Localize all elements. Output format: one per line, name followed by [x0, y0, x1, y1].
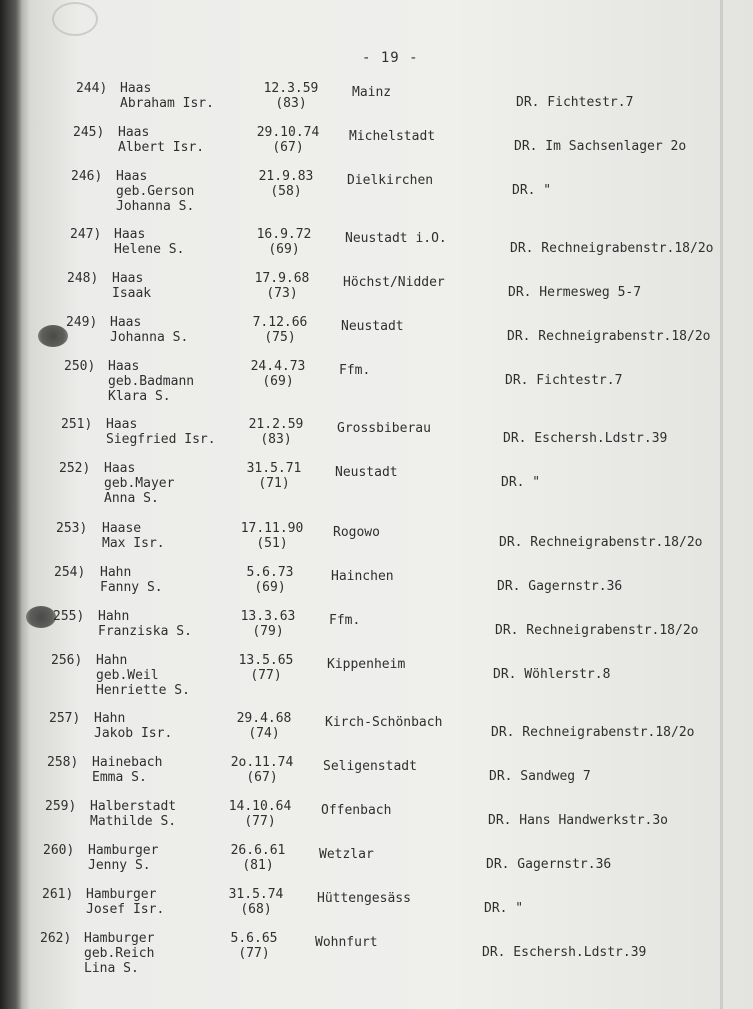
- name-line: Haas: [112, 271, 144, 286]
- entry-name: [120, 81, 214, 111]
- birthplace: Höchst/Nidder: [343, 275, 445, 290]
- age: (74): [248, 726, 280, 741]
- entry-number: 254): [54, 565, 86, 580]
- birth-date: 31.5.71: [246, 461, 302, 476]
- birth-date-and-age: [229, 461, 319, 491]
- age: (68): [240, 902, 272, 917]
- name-line: Haas: [110, 315, 142, 330]
- birthplace: Kippenheim: [327, 657, 406, 672]
- birthplace: Seligenstadt: [323, 759, 417, 774]
- birthplace: Dielkirchen: [347, 173, 434, 188]
- age: (69): [262, 374, 294, 389]
- birthplace: Hüttengesäss: [317, 891, 411, 906]
- address: DR. Hermesweg 5-7: [508, 285, 642, 300]
- name-line: geb.Weil: [96, 668, 159, 683]
- birth-date: 7.12.66: [252, 315, 308, 330]
- name-line: Hamburger: [84, 931, 155, 946]
- age: (79): [252, 624, 284, 639]
- address: DR. Rechneigrabenstr.18/2o: [491, 725, 695, 740]
- address: DR. Gagernstr.36: [486, 857, 612, 872]
- address: DR. Rechneigrabenstr.18/2o: [499, 535, 703, 550]
- entry-number: 252): [59, 461, 91, 476]
- entry-number: 247): [70, 227, 102, 242]
- address: DR. ": [484, 901, 524, 916]
- address: DR. ": [512, 183, 552, 198]
- age: (69): [268, 242, 300, 257]
- birth-date-and-age: [235, 315, 325, 345]
- entry-name: [106, 417, 216, 447]
- birthplace: Ffm.: [339, 363, 371, 378]
- name-line: Helene S.: [114, 242, 185, 257]
- entry-name: [100, 565, 163, 595]
- name-line: geb.Badmann: [108, 374, 195, 389]
- entry-name: [102, 521, 165, 551]
- address: DR. Eschersh.Ldstr.39: [482, 945, 647, 960]
- name-line: Max Isr.: [102, 536, 165, 551]
- name-line: Johanna S.: [116, 199, 195, 214]
- age: (75): [264, 330, 296, 345]
- punch-hole-mark: [26, 606, 56, 628]
- birth-date: 13.3.63: [240, 609, 296, 624]
- age: (71): [258, 476, 290, 491]
- name-line: Hainebach: [92, 755, 163, 770]
- entry-number: 260): [43, 843, 75, 858]
- name-line: Isaak: [112, 286, 152, 301]
- birth-date: 26.6.61: [230, 843, 286, 858]
- birth-date: 29.4.68: [236, 711, 292, 726]
- birth-date: 5.6.65: [230, 931, 278, 946]
- name-line: Haas: [104, 461, 136, 476]
- entry-name: [104, 461, 174, 506]
- name-line: Josef Isr.: [86, 902, 165, 917]
- birthplace: Neustadt: [335, 465, 398, 480]
- birthplace: Neustadt i.O.: [345, 231, 447, 246]
- name-line: Johanna S.: [110, 330, 189, 345]
- entry-number: 255): [53, 609, 85, 624]
- birthplace: Neustadt: [341, 319, 404, 334]
- name-line: Haas: [116, 169, 148, 184]
- birth-date-and-age: [211, 887, 301, 917]
- name-line: Hahn: [94, 711, 126, 726]
- birth-date: 17.9.68: [254, 271, 310, 286]
- birth-date-and-age: [246, 81, 336, 111]
- name-line: Klara S.: [108, 389, 171, 404]
- address: DR. Rechneigrabenstr.18/2o: [495, 623, 699, 638]
- birthplace: Offenbach: [321, 803, 392, 818]
- name-line: geb.Reich: [84, 946, 155, 961]
- address: DR. Fichtestr.7: [516, 95, 634, 110]
- address: DR. Sandweg 7: [489, 769, 591, 784]
- birth-date-and-age: [215, 799, 305, 829]
- age: (58): [270, 184, 302, 199]
- entry-number: 262): [40, 931, 72, 946]
- entry-name: [88, 843, 158, 873]
- name-line: Haase: [102, 521, 142, 536]
- entry-number: 246): [71, 169, 103, 184]
- birthplace: Michelstadt: [349, 129, 436, 144]
- name-line: Haas: [114, 227, 146, 242]
- birthplace: Mainz: [352, 85, 392, 100]
- birthplace: Kirch-Schönbach: [325, 715, 443, 730]
- entry-number: 251): [61, 417, 93, 432]
- address: DR. Wöhlerstr.8: [493, 667, 611, 682]
- address: DR. Rechneigrabenstr.18/2o: [510, 241, 714, 256]
- age: (67): [272, 140, 304, 155]
- birthplace: Ffm.: [329, 613, 361, 628]
- birth-date-and-age: [213, 843, 303, 873]
- address: DR. Im Sachsenlager 2o: [514, 139, 687, 154]
- birth-date: 14.10.64: [228, 799, 292, 814]
- name-line: Abraham Isr.: [120, 96, 214, 111]
- page-number: - 19 -: [362, 50, 419, 66]
- name-line: Henriette S.: [96, 683, 190, 698]
- birth-date: 16.9.72: [256, 227, 312, 242]
- entry-number: 259): [45, 799, 77, 814]
- name-line: Hahn: [100, 565, 132, 580]
- name-line: Haas: [118, 125, 150, 140]
- paper-fold-line: [720, 0, 723, 1009]
- name-line: Halberstadt: [90, 799, 177, 814]
- age: (83): [260, 432, 292, 447]
- birth-date: 17.11.90: [240, 521, 304, 536]
- birth-date-and-age: [231, 417, 321, 447]
- entry-name: [84, 931, 154, 976]
- entry-number: 258): [47, 755, 79, 770]
- name-line: Haas: [106, 417, 138, 432]
- entry-number: 261): [42, 887, 74, 902]
- name-line: Fanny S.: [100, 580, 163, 595]
- entry-number: 253): [56, 521, 88, 536]
- entry-name: [118, 125, 204, 155]
- entry-name: [110, 315, 188, 345]
- entry-number: 256): [51, 653, 83, 668]
- name-line: Albert Isr.: [118, 140, 205, 155]
- address: DR. ": [501, 475, 541, 490]
- name-line: Hahn: [96, 653, 128, 668]
- birthplace: Rogowo: [333, 525, 380, 540]
- birth-date: 29.10.74: [256, 125, 320, 140]
- birth-date-and-age: [237, 271, 327, 301]
- name-line: Franziska S.: [98, 624, 192, 639]
- birth-date: 13.5.65: [238, 653, 294, 668]
- entry-name: [112, 271, 151, 301]
- birth-date: 12.3.59: [263, 81, 319, 96]
- birth-date: 2o.11.74: [230, 755, 294, 770]
- name-line: Jenny S.: [88, 858, 151, 873]
- address: DR. Gagernstr.36: [497, 579, 623, 594]
- name-line: Haas: [120, 81, 152, 96]
- name-line: Anna S.: [104, 491, 159, 506]
- birth-date-and-age: [223, 609, 313, 639]
- entry-name: [116, 169, 194, 214]
- birth-date-and-age: [219, 711, 309, 741]
- name-line: Lina S.: [84, 961, 139, 976]
- age: (77): [238, 946, 270, 961]
- entry-name: [114, 227, 184, 257]
- entry-name: [108, 359, 194, 404]
- birth-date: 31.5.74: [228, 887, 284, 902]
- entry-name: [94, 711, 172, 741]
- name-line: Mathilde S.: [90, 814, 177, 829]
- entry-name: [96, 653, 190, 698]
- page-edge-shadow: [0, 0, 22, 1009]
- birth-date-and-age: [225, 565, 315, 595]
- entry-name: [92, 755, 162, 785]
- address: DR. Eschersh.Ldstr.39: [503, 431, 668, 446]
- age: (77): [244, 814, 276, 829]
- entry-number: 250): [64, 359, 96, 374]
- name-line: geb.Mayer: [104, 476, 175, 491]
- address: DR. Fichtestr.7: [505, 373, 623, 388]
- entry-number: 257): [49, 711, 81, 726]
- birthplace: Wohnfurt: [315, 935, 378, 950]
- birth-date-and-age: [241, 169, 331, 199]
- age: (81): [242, 858, 274, 873]
- entry-name: [98, 609, 192, 639]
- punch-hole-mark: [38, 325, 68, 347]
- birthplace: Grossbiberau: [337, 421, 431, 436]
- name-line: Haas: [108, 359, 140, 374]
- birth-date: 24.4.73: [250, 359, 306, 374]
- birth-date-and-age: [209, 931, 299, 961]
- entry-number: 244): [76, 81, 108, 96]
- birthplace: Hainchen: [331, 569, 394, 584]
- birth-date: 21.2.59: [248, 417, 304, 432]
- birth-date-and-age: [243, 125, 333, 155]
- age: (51): [256, 536, 288, 551]
- birth-date: 5.6.73: [246, 565, 294, 580]
- name-line: Emma S.: [92, 770, 147, 785]
- entry-name: [90, 799, 176, 829]
- age: (67): [246, 770, 278, 785]
- birth-date-and-age: [221, 653, 311, 683]
- address: DR. Rechneigrabenstr.18/2o: [507, 329, 711, 344]
- birth-date-and-age: [217, 755, 307, 785]
- address: DR. Hans Handwerkstr.3o: [488, 813, 669, 828]
- entry-name: [86, 887, 164, 917]
- name-line: Jakob Isr.: [94, 726, 173, 741]
- faded-stamp: [52, 2, 98, 36]
- birth-date-and-age: [239, 227, 329, 257]
- age: (83): [275, 96, 307, 111]
- name-line: geb.Gerson: [116, 184, 195, 199]
- name-line: Siegfried Isr.: [106, 432, 216, 447]
- birth-date: 21.9.83: [258, 169, 314, 184]
- entry-number: 248): [67, 271, 99, 286]
- name-line: Hamburger: [86, 887, 157, 902]
- name-line: Hamburger: [88, 843, 159, 858]
- age: (77): [250, 668, 282, 683]
- entry-number: 245): [73, 125, 105, 140]
- age: (69): [254, 580, 286, 595]
- birthplace: Wetzlar: [319, 847, 374, 862]
- birth-date-and-age: [233, 359, 323, 389]
- birth-date-and-age: [227, 521, 317, 551]
- age: (73): [266, 286, 298, 301]
- name-line: Hahn: [98, 609, 130, 624]
- entry-number: 249): [66, 315, 98, 330]
